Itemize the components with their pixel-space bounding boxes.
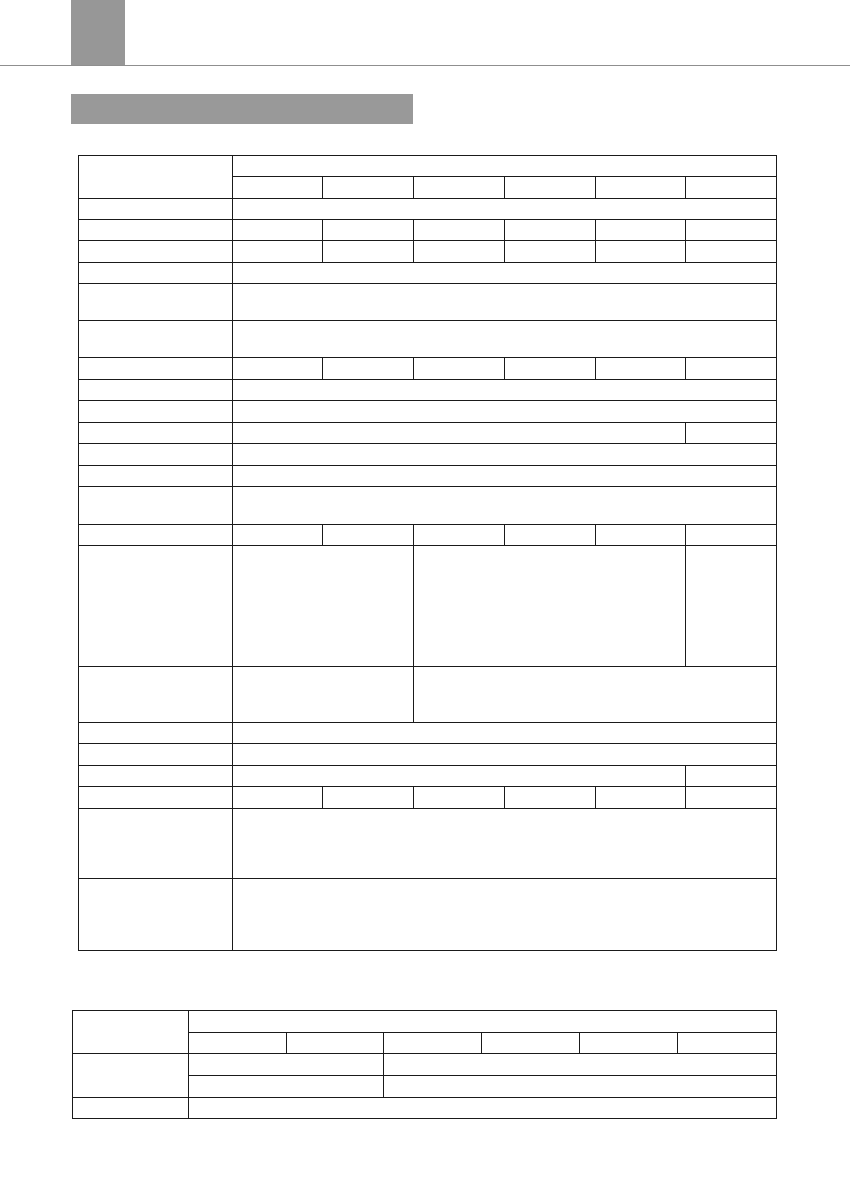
table-row [79,766,777,787]
table-row [79,744,777,766]
table-cell [73,1054,189,1098]
table-cell [505,525,596,546]
table-cell [79,358,233,380]
table-cell [233,380,777,401]
spec-table-secondary [72,1010,777,1119]
table-cell [189,1098,777,1119]
page-tab-marker [71,0,125,66]
table-row [79,444,777,466]
table-cell [79,466,233,487]
table-cell [323,177,414,199]
table-cell [686,241,777,263]
table-cell [79,199,233,220]
table-cell [505,358,596,380]
table-cell [414,546,686,667]
table-cell [233,401,777,423]
table-cell [287,1033,384,1054]
table-cell [233,220,323,241]
table-cell [414,358,505,380]
table-cell [73,1011,189,1054]
table-cell [233,525,323,546]
table-cell [686,358,777,380]
table-cell [596,358,686,380]
table-cell [233,156,777,177]
table-cell [686,546,777,667]
table-cell [233,879,777,951]
table-cell [323,220,414,241]
table-row [79,220,777,241]
table-cell [79,263,233,284]
table-row [79,401,777,423]
table-cell [505,241,596,263]
table-cell [414,177,505,199]
table-cell [233,199,777,220]
table-cell [323,358,414,380]
table-row [79,241,777,263]
table-cell [596,241,686,263]
table-cell [686,525,777,546]
table-cell [79,284,233,321]
table-cell [384,1054,777,1076]
table-row [79,525,777,546]
table-cell [482,1033,580,1054]
table-row [79,466,777,487]
table-cell [79,809,233,879]
table-row [73,1054,777,1076]
table-cell [233,546,414,667]
table-cell [189,1033,287,1054]
table-cell [79,220,233,241]
table-cell [686,220,777,241]
table-cell [79,525,233,546]
table-cell [233,423,686,444]
section-heading-bar [71,94,413,124]
table-cell [189,1011,777,1033]
table-cell [79,723,233,744]
table-row [79,546,777,667]
table-row [79,487,777,525]
table-row [79,787,777,809]
table-cell [596,177,686,199]
table-cell [233,284,777,321]
table-row [79,667,777,723]
table-row [79,156,777,177]
table-cell [233,358,323,380]
table-cell [414,787,505,809]
table-cell [323,525,414,546]
table-cell [414,241,505,263]
table-cell [686,423,777,444]
table-cell [686,177,777,199]
table-cell [233,667,414,723]
table-cell [686,787,777,809]
table-cell [79,380,233,401]
table-cell [505,220,596,241]
table-cell [323,241,414,263]
table-row [79,380,777,401]
table-cell [233,487,777,525]
table-cell [79,487,233,525]
table-cell [79,156,233,199]
table-cell [233,744,777,766]
table-cell [580,1033,678,1054]
table-cell [233,723,777,744]
table-cell [79,444,233,466]
table-cell [233,263,777,284]
table-cell [505,177,596,199]
table-row [73,1098,777,1119]
table-cell [414,525,505,546]
table-row [79,423,777,444]
table-cell [384,1033,482,1054]
table-cell [414,667,777,723]
table-cell [233,241,323,263]
table-cell [189,1076,384,1098]
table-cell [79,546,233,667]
table-cell [79,321,233,358]
table-row [79,284,777,321]
table-row [79,809,777,879]
table-cell [79,879,233,951]
table-cell [233,444,777,466]
table-cell [79,667,233,723]
table-cell [233,787,323,809]
spec-table [78,155,777,951]
table-cell [384,1076,777,1098]
table-cell [189,1054,384,1076]
table-cell [323,787,414,809]
table-cell [79,766,233,787]
table-cell [79,787,233,809]
table-row [79,199,777,220]
table-row [79,879,777,951]
table-cell [73,1098,189,1119]
table-cell [678,1033,777,1054]
table-row [79,263,777,284]
table-cell [79,744,233,766]
table-cell [505,787,596,809]
table-row [79,358,777,380]
table-cell [233,177,323,199]
table-row [73,1011,777,1033]
table-cell [79,241,233,263]
table-cell [233,466,777,487]
table-cell [596,220,686,241]
table-cell [686,766,777,787]
table-row [79,723,777,744]
table-cell [233,766,686,787]
table-row [79,321,777,358]
table-cell [233,809,777,879]
table-cell [414,220,505,241]
table-cell [596,525,686,546]
table-cell [79,401,233,423]
table-cell [79,423,233,444]
table-cell [233,321,777,358]
table-cell [596,787,686,809]
header-rule [0,65,850,66]
